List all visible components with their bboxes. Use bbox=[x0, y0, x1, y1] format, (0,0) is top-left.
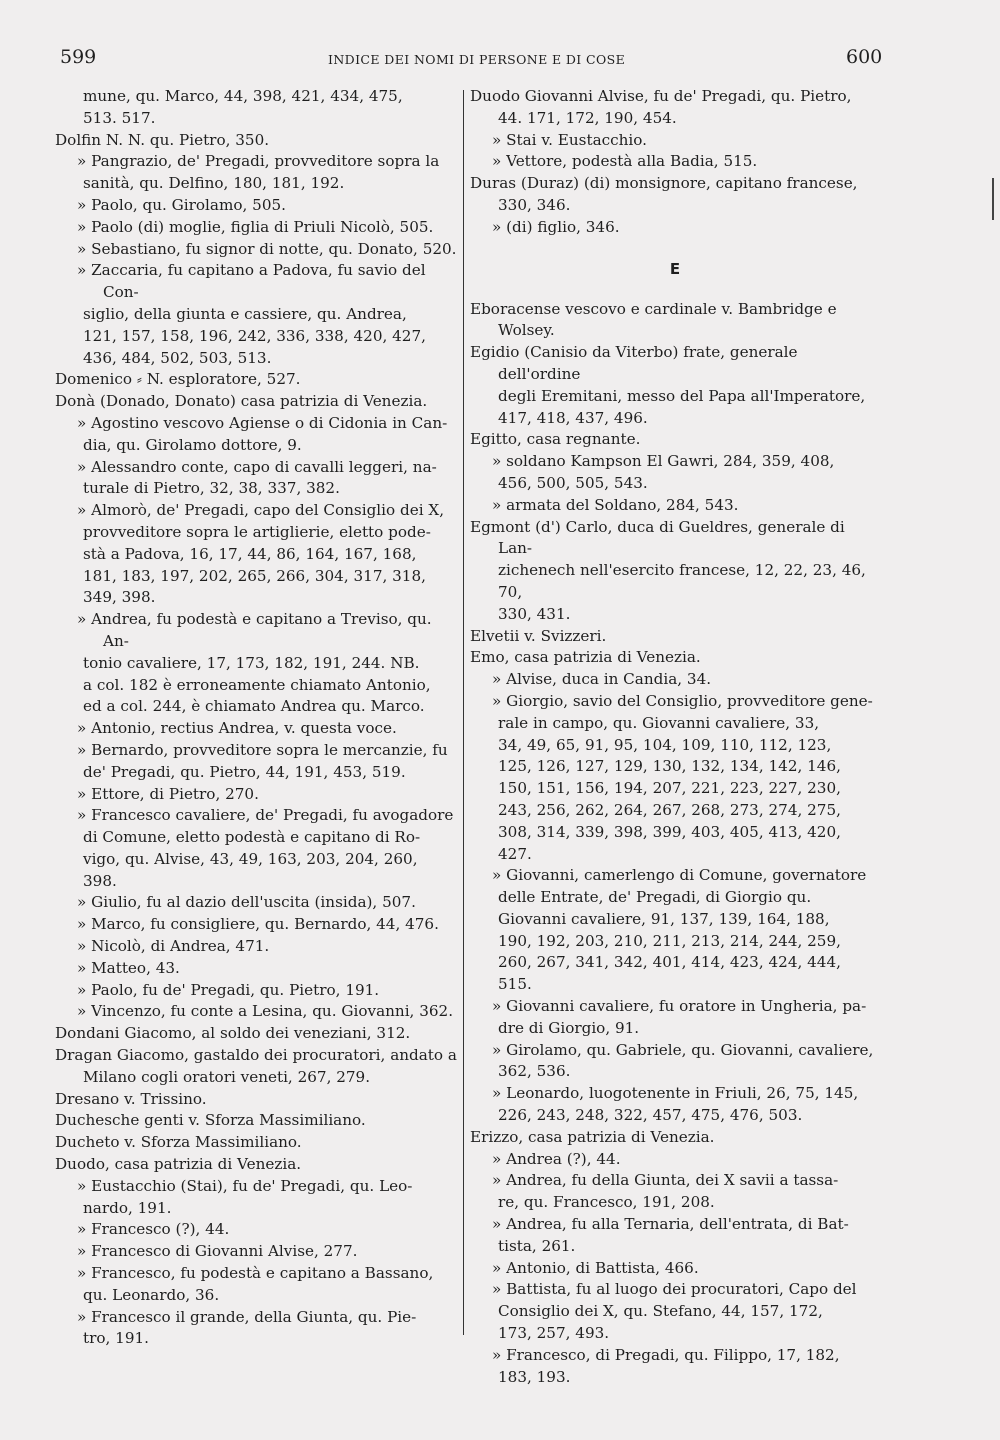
left-column bbox=[55, 86, 460, 1350]
index-line: » Pangrazio, de' Pregadi, provveditore sopra la bbox=[77, 152, 440, 171]
index-line: » soldano Kampson El Gawri, 284, 359, 408, bbox=[492, 452, 835, 471]
index-line: vigo, qu. Alvise, 43, 49, 163, 203, 204, 260, bbox=[83, 849, 418, 868]
index-line: 44. 171, 172, 190, 454. bbox=[498, 108, 677, 127]
index-line: Ducheto v. Sforza Massimiliano. bbox=[55, 1133, 302, 1152]
index-line: » Almorò, de' Pregadi, capo del Consiglio dei X, bbox=[77, 501, 445, 520]
index-line: Consiglio dei X, qu. Stefano, 44, 157, 172, bbox=[498, 1302, 823, 1321]
index-line: » Giorgio, savio del Consiglio, provveditore gene- bbox=[492, 691, 873, 710]
index-line: qu. Leonardo, 36. bbox=[83, 1285, 220, 1304]
index-line: 34, 49, 65, 91, 95, 104, 109, 110, 112, 123, bbox=[498, 735, 832, 754]
index-line: zichenech nell'esercito francese, 12, 22, 23, 46, 70, bbox=[498, 561, 866, 601]
index-line: » Battista, fu al luogo dei procuratori, Capo del bbox=[492, 1280, 857, 1299]
index-line: Emo, casa patrizia di Venezia. bbox=[470, 648, 701, 667]
index-line: di Comune, eletto podestà e capitano di Ro- bbox=[83, 828, 421, 847]
index-line: 173, 257, 493. bbox=[498, 1324, 610, 1343]
index-line: Egidio (Canisio da Viterbo) frate, generale dell'ordine bbox=[470, 343, 798, 383]
index-line: » Andrea, fu della Giunta, dei X savii a tassa- bbox=[492, 1171, 839, 1190]
index-line: Egmont (d') Carlo, duca di Gueldres, generale di Lan- bbox=[470, 517, 845, 558]
index-line: » Antonio, rectius Andrea, v. questa voce. bbox=[77, 719, 397, 738]
index-line: Giovanni cavaliere, 91, 137, 139, 164, 188, bbox=[498, 909, 830, 928]
index-line: » Leonardo, luogotenente in Friuli, 26, 75, 145, bbox=[492, 1084, 859, 1103]
index-line: » Sebastiano, fu signor di notte, qu. Donato, 520. bbox=[77, 239, 457, 258]
index-line: » Agostino vescovo Agiense o di Cidonia in Can- bbox=[77, 413, 448, 432]
index-line: » Francesco, di Pregadi, qu. Filippo, 17, 182, bbox=[492, 1345, 840, 1364]
index-line: rale in campo, qu. Giovanni cavaliere, 33, bbox=[498, 713, 820, 732]
index-line: » Giulio, fu al dazio dell'uscita (insida), 507. bbox=[77, 893, 416, 912]
index-line: Duras (Duraz) (di) monsignore, capitano francese, bbox=[470, 174, 858, 193]
index-line: 181, 183, 197, 202, 265, 266, 304, 317, 318, bbox=[83, 566, 426, 585]
index-line: » Francesco, fu podestà e capitano a Bassano, bbox=[77, 1264, 434, 1283]
index-line: tista, 261. bbox=[498, 1236, 576, 1255]
index-line: 330, 346. bbox=[498, 195, 571, 214]
index-line: 125, 126, 127, 129, 130, 132, 134, 142, 146, bbox=[498, 757, 841, 776]
index-line: » Marco, fu consigliere, qu. Bernardo, 44, 476. bbox=[77, 915, 439, 934]
page-number-left: 599 bbox=[60, 46, 97, 68]
index-line: » (di) figlio, 346. bbox=[492, 217, 620, 236]
index-line: » Stai v. Eustacchio. bbox=[492, 130, 647, 149]
index-line: » Antonio, di Battista, 466. bbox=[492, 1258, 699, 1277]
index-line: de' Pregadi, qu. Pietro, 44, 191, 453, 519. bbox=[83, 762, 406, 781]
index-line: turale di Pietro, 32, 38, 337, 382. bbox=[83, 479, 340, 498]
index-line: » Francesco di Giovanni Alvise, 277. bbox=[77, 1242, 358, 1261]
index-line: nardo, 191. bbox=[83, 1198, 172, 1217]
index-line: Duodo, casa patrizia di Venezia. bbox=[55, 1155, 302, 1174]
index-line: » Ettore, di Pietro, 270. bbox=[77, 784, 259, 803]
index-line: Domenico ⸗ N. esploratore, 527. bbox=[55, 370, 301, 389]
index-line: Donà (Donado, Donato) casa patrizia di Venezia. bbox=[55, 392, 428, 411]
index-line: tro, 191. bbox=[83, 1329, 149, 1348]
index-line: 226, 243, 248, 322, 457, 475, 476, 503. bbox=[498, 1106, 803, 1125]
index-line: » Andrea, fu podestà e capitano a Treviso, qu. An- bbox=[77, 610, 432, 650]
index-line: » Francesco il grande, della Giunta, qu. Pie- bbox=[77, 1307, 417, 1326]
index-line: 183, 193. bbox=[498, 1367, 571, 1386]
index-line: 398. bbox=[83, 871, 117, 890]
index-line: » Girolamo, qu. Gabriele, qu. Giovanni, cavaliere, bbox=[492, 1040, 874, 1059]
index-line: 190, 192, 203, 210, 211, 213, 214, 244, 259, bbox=[498, 931, 841, 950]
index-line: 308, 314, 339, 398, 399, 403, 405, 413, 420, bbox=[498, 822, 841, 841]
index-line: delle Entrate, de' Pregadi, di Giorgio qu. bbox=[498, 888, 812, 907]
index-line: » Francesco cavaliere, de' Pregadi, fu avogadore bbox=[77, 806, 454, 825]
index-line: » Paolo, qu. Girolamo, 505. bbox=[77, 195, 286, 214]
index-line: 349, 398. bbox=[83, 588, 156, 607]
index-line: » Vincenzo, fu conte a Lesina, qu. Giovanni, 362. bbox=[77, 1002, 454, 1021]
index-line: » Alvise, duca in Candia, 34. bbox=[492, 670, 712, 689]
index-line: » Andrea, fu alla Ternaria, dell'entrata, di Bat- bbox=[492, 1215, 849, 1234]
index-line: provveditore sopra le artiglierie, eletto pode- bbox=[83, 522, 431, 541]
index-line: a col. 182 è erroneamente chiamato Antonio, bbox=[83, 675, 431, 694]
right-column bbox=[470, 86, 880, 1388]
index-line: » Nicolò, di Andrea, 471. bbox=[77, 937, 270, 956]
index-line: Eboracense vescovo e cardinale v. Bambridge e Wolsey. bbox=[470, 299, 837, 340]
index-line: sanità, qu. Delfino, 180, 181, 192. bbox=[83, 174, 345, 193]
page-edge-mark bbox=[992, 178, 994, 220]
index-line: 330, 431. bbox=[498, 604, 571, 623]
index-line: degli Eremitani, messo del Papa all'Imperatore, bbox=[498, 386, 866, 405]
index-line: Dresano v. Trissino. bbox=[55, 1089, 207, 1108]
page-number-right: 600 bbox=[846, 46, 883, 68]
index-line: dre di Giorgio, 91. bbox=[498, 1018, 640, 1037]
index-line: 362, 536. bbox=[498, 1062, 571, 1081]
index-line: 150, 151, 156, 194, 207, 221, 223, 227, 230, bbox=[498, 779, 841, 798]
index-line: » Giovanni cavaliere, fu oratore in Ungheria, pa- bbox=[492, 997, 867, 1016]
section-letter: E bbox=[669, 259, 681, 278]
index-line: 121, 157, 158, 196, 242, 336, 338, 420, 427, bbox=[83, 326, 426, 345]
index-line: » armata del Soldano, 284, 543. bbox=[492, 495, 739, 514]
index-line: » Andrea (?), 44. bbox=[492, 1149, 621, 1168]
index-line: 417, 418, 437, 496. bbox=[498, 408, 648, 427]
index-line: 515. bbox=[498, 975, 532, 994]
index-line: siglio, della giunta e cassiere, qu. Andrea, bbox=[83, 304, 407, 323]
index-line: re, qu. Francesco, 191, 208. bbox=[498, 1193, 715, 1212]
index-line: Erizzo, casa patrizia di Venezia. bbox=[470, 1127, 715, 1146]
index-line: Egitto, casa regnante. bbox=[470, 430, 641, 449]
index-line: Duodo Giovanni Alvise, fu de' Pregadi, qu. Pietro, bbox=[470, 87, 852, 105]
index-line: 456, 500, 505, 543. bbox=[498, 473, 648, 492]
running-title: INDICE DEI NOMI DI PERSONE E DI COSE bbox=[328, 52, 626, 67]
index-line: » Paolo (di) moglie, figlia di Priuli Nicolò, 505. bbox=[77, 217, 434, 236]
index-line: » Francesco (?), 44. bbox=[77, 1220, 230, 1239]
index-line: stà a Padova, 16, 17, 44, 86, 164, 167, 168, bbox=[83, 544, 417, 563]
index-line: tonio cavaliere, 17, 173, 182, 191, 244. NB. bbox=[83, 653, 420, 672]
index-line: Elvetii v. Svizzeri. bbox=[470, 626, 607, 645]
index-line: dia, qu. Girolamo dottore, 9. bbox=[83, 435, 302, 454]
index-line: » Giovanni, camerlengo di Comune, governatore bbox=[492, 866, 867, 885]
index-line: ed a col. 244, è chiamato Andrea qu. Marco. bbox=[83, 697, 425, 716]
index-line: » Alessandro conte, capo di cavalli leggeri, na- bbox=[77, 457, 437, 476]
index-line: mune, qu. Marco, 44, 398, 421, 434, 475, bbox=[83, 87, 403, 105]
index-line: 427. bbox=[498, 844, 532, 863]
index-line: » Zaccaria, fu capitano a Padova, fu savio del Con- bbox=[77, 261, 426, 302]
index-line: Dondani Giacomo, al soldo dei veneziani, 312. bbox=[55, 1024, 411, 1043]
index-line: 243, 256, 262, 264, 267, 268, 273, 274, 275, bbox=[498, 800, 841, 819]
index-line: » Matteo, 43. bbox=[77, 958, 180, 977]
index-line: » Eustacchio (Stai), fu de' Pregadi, qu. Leo- bbox=[77, 1176, 413, 1195]
column-divider bbox=[463, 90, 464, 1335]
index-line: 260, 267, 341, 342, 401, 414, 423, 424, 444, bbox=[498, 953, 841, 972]
index-line: 513. 517. bbox=[83, 108, 156, 127]
index-line: » Paolo, fu de' Pregadi, qu. Pietro, 191. bbox=[77, 980, 380, 999]
index-line: » Vettore, podestà alla Badia, 515. bbox=[492, 152, 758, 171]
index-line: Milano cogli oratori veneti, 267, 279. bbox=[83, 1067, 371, 1086]
index-line: Dolfin N. N. qu. Pietro, 350. bbox=[55, 130, 270, 149]
index-line: Dragan Giacomo, gastaldo dei procuratori, andato a bbox=[55, 1046, 457, 1065]
index-line: Duchesche genti v. Sforza Massimiliano. bbox=[55, 1111, 366, 1130]
index-line: 436, 484, 502, 503, 513. bbox=[83, 348, 272, 367]
index-line: » Bernardo, provveditore sopra le mercanzie, fu bbox=[77, 740, 448, 759]
